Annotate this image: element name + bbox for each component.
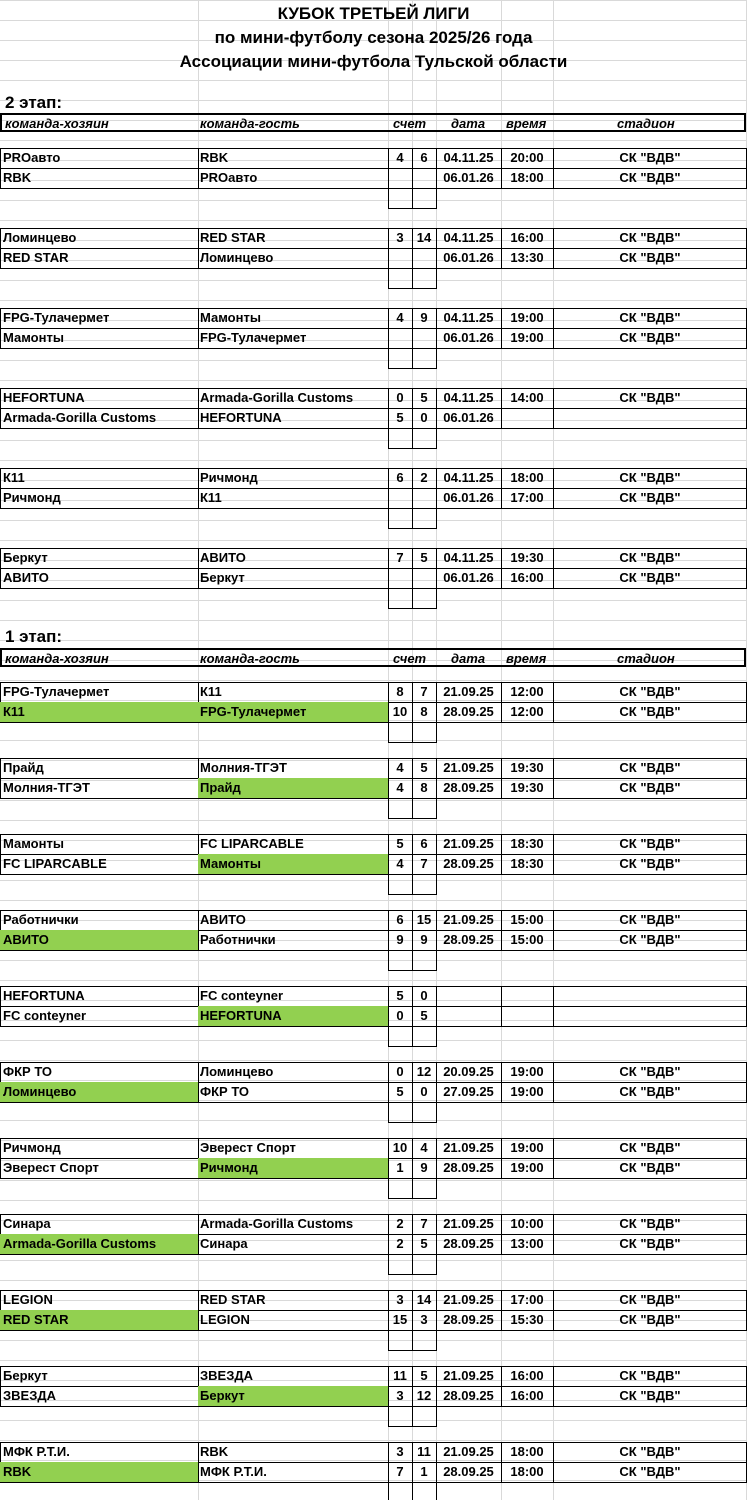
- cell-date: 28.09.25: [443, 932, 494, 947]
- cell-time: 18:30: [510, 856, 544, 871]
- cell-time: 18:00: [510, 170, 544, 185]
- cell-time: 18:00: [510, 1444, 544, 1459]
- cell-date: 21.09.25: [443, 1444, 494, 1459]
- cell-date: 06.01.26: [443, 170, 494, 185]
- cell-home: Armada-Gorilla Customs: [3, 410, 157, 425]
- header-stadium: стадион: [617, 116, 675, 131]
- table-row: [0, 248, 747, 268]
- table-row: [0, 930, 747, 950]
- cell-stadium: СК "ВДВ": [619, 330, 681, 345]
- table-row: [0, 308, 747, 328]
- cell-home: Прайд: [3, 760, 44, 775]
- cell-date: 06.01.26: [443, 570, 494, 585]
- cell-home: Беркут: [3, 550, 48, 565]
- cell-s1: 4: [396, 310, 404, 325]
- table-row: [0, 682, 747, 702]
- cell-home: Ричмонд: [3, 490, 61, 505]
- table-row: [0, 1082, 747, 1102]
- cell-home: Ричмонд: [3, 1140, 61, 1155]
- cell-home: Armada-Gorilla Customs: [0, 1234, 198, 1254]
- cell-away: Синара: [200, 1236, 248, 1251]
- cell-s1: 3: [396, 1292, 404, 1307]
- page-title-line3: Ассоциации мини-футбола Тульской области: [179, 52, 568, 71]
- cell-home: FC conteyner: [3, 1008, 87, 1023]
- cell-s1: 4: [396, 856, 404, 871]
- cell-date: 21.09.25: [443, 1140, 494, 1155]
- cell-stadium: СК "ВДВ": [619, 550, 681, 565]
- cell-time: 19:30: [510, 780, 544, 795]
- table-row: [0, 910, 747, 930]
- cell-time: 19:00: [510, 330, 544, 345]
- cell-s2: 9: [420, 310, 428, 325]
- cell-s2: [412, 568, 436, 588]
- cell-stadium: СК "ВДВ": [619, 1064, 681, 1079]
- cell-time: 17:00: [510, 1292, 544, 1307]
- cell-date: 20.09.25: [443, 1064, 494, 1079]
- cell-away: FC conteyner: [200, 988, 284, 1003]
- cell-s2: 8: [420, 780, 428, 795]
- table-row: [0, 1386, 747, 1406]
- cell-stadium: СК "ВДВ": [619, 1216, 681, 1231]
- cell-s2: 11: [417, 1444, 431, 1459]
- cell-s1: 9: [396, 932, 404, 947]
- cell-stadium: СК "ВДВ": [619, 684, 681, 699]
- cell-stadium: СК "ВДВ": [619, 390, 681, 405]
- cell-stadium: СК "ВДВ": [619, 1388, 681, 1403]
- cell-s2: 0: [420, 1084, 428, 1099]
- cell-s1: [388, 328, 412, 348]
- cell-date: 21.09.25: [443, 1216, 494, 1231]
- cell-s1: 7: [396, 550, 404, 565]
- header-date: дата: [451, 651, 486, 666]
- cell-away: FPG-Тулачермет: [198, 702, 388, 722]
- table-row: [0, 702, 747, 722]
- cell-stadium: СК "ВДВ": [619, 1292, 681, 1307]
- cell-s1: 0: [396, 1064, 404, 1079]
- cell-date: 27.09.25: [443, 1084, 494, 1099]
- table-row: [0, 1366, 747, 1386]
- cell-time: 10:00: [510, 1216, 544, 1231]
- cell-time: 12:00: [510, 704, 544, 719]
- page-title-line2: по мини-футболу сезона 2025/26 года: [214, 28, 533, 47]
- cell-s1: 2: [396, 1236, 404, 1251]
- cell-time: 13:00: [510, 1236, 544, 1251]
- cell-away: К11: [200, 490, 222, 505]
- cell-away: Armada-Gorilla Customs: [200, 1216, 354, 1231]
- table-row: [0, 548, 747, 568]
- cell-s2: [412, 488, 436, 508]
- cell-away: FC LIPARCABLE: [200, 836, 304, 851]
- cell-time: 15:00: [510, 932, 544, 947]
- cell-s1: 4: [396, 780, 404, 795]
- cell-s2: 1: [420, 1464, 428, 1479]
- stage2-header-row: [0, 113, 746, 132]
- cell-time: 16:00: [510, 570, 544, 585]
- cell-time: 19:00: [510, 310, 544, 325]
- cell-date: 28.09.25: [443, 1388, 494, 1403]
- cell-away: АВИТО: [200, 550, 246, 565]
- cell-time: 15:30: [510, 1312, 544, 1327]
- cell-away: АВИТО: [200, 912, 246, 927]
- cell-s1: 7: [396, 1464, 404, 1479]
- table-row: [0, 228, 747, 248]
- cell-date: 04.11.25: [443, 230, 494, 245]
- cell-date: 28.09.25: [443, 780, 494, 795]
- table-row: [0, 854, 747, 874]
- cell-stadium: СК "ВДВ": [619, 1368, 681, 1383]
- cell-s2: 8: [420, 704, 428, 719]
- cell-s2: 4: [420, 1140, 428, 1155]
- table-row: [0, 1442, 747, 1462]
- cell-home: FPG-Тулачермет: [3, 684, 110, 699]
- cell-time: 12:00: [510, 684, 544, 699]
- cell-away: ФКР ТО: [200, 1084, 250, 1099]
- cell-stadium: СК "ВДВ": [619, 570, 681, 585]
- cell-s2: [412, 328, 436, 348]
- cell-away: FPG-Тулачермет: [200, 330, 307, 345]
- cell-s1: 15: [392, 1312, 408, 1327]
- table-row: [0, 388, 747, 408]
- cell-s1: 3: [396, 1444, 404, 1459]
- cell-time: 16:00: [510, 1368, 544, 1383]
- cell-away: К11: [200, 684, 222, 699]
- cell-time: 19:30: [510, 760, 544, 775]
- cell-home: RED STAR: [3, 250, 69, 265]
- cell-s1: [388, 248, 412, 268]
- cell-date: 06.01.26: [443, 490, 494, 505]
- cell-home: Беркут: [3, 1368, 48, 1383]
- cell-s2: 3: [420, 1312, 428, 1327]
- cell-s1: 4: [396, 760, 404, 775]
- table-row: [0, 1234, 747, 1254]
- cell-s1: 5: [396, 410, 404, 425]
- cell-away: МФК Р.Т.И.: [200, 1464, 267, 1479]
- cell-date: 04.11.25: [443, 390, 494, 405]
- cell-time: 19:00: [510, 1160, 544, 1175]
- cell-stadium: СК "ВДВ": [619, 490, 681, 505]
- cell-s2: 5: [420, 1368, 428, 1383]
- cell-s1: 1: [396, 1160, 404, 1175]
- cell-time: 13:30: [510, 250, 544, 265]
- header-time: время: [506, 651, 547, 666]
- cell-date: 21.09.25: [443, 760, 494, 775]
- cell-time: [501, 1006, 553, 1026]
- cell-time: 20:00: [510, 150, 544, 165]
- cell-away: LEGION: [200, 1312, 250, 1327]
- cell-date: 06.01.26: [443, 330, 494, 345]
- cell-date: 21.09.25: [443, 1368, 494, 1383]
- cell-away: Беркут: [200, 570, 245, 585]
- cell-s1: 10: [392, 704, 408, 719]
- cell-stadium: СК "ВДВ": [619, 836, 681, 851]
- cell-home: Работнички: [3, 912, 79, 927]
- cell-date: 04.11.25: [443, 150, 494, 165]
- cell-home: Мамонты: [3, 330, 64, 345]
- cell-away: Armada-Gorilla Customs: [200, 390, 354, 405]
- cell-time: 19:00: [510, 1140, 544, 1155]
- cell-s2: 14: [416, 1292, 432, 1307]
- cell-stadium: СК "ВДВ": [619, 760, 681, 775]
- table-row: [0, 568, 747, 588]
- cell-s1: 3: [396, 230, 404, 245]
- cell-date: 28.09.25: [443, 1464, 494, 1479]
- table-row: [0, 1462, 747, 1482]
- cell-stadium: СК "ВДВ": [619, 1236, 681, 1251]
- cell-s2: 7: [420, 856, 428, 871]
- cell-away: Ломинцево: [200, 1064, 274, 1079]
- cell-s1: 8: [396, 684, 404, 699]
- header-score: счет: [393, 651, 427, 666]
- cell-away: Прайд: [198, 778, 388, 798]
- cell-s1: [388, 568, 412, 588]
- page-title-line1: КУБОК ТРЕТЬЕЙ ЛИГИ: [277, 4, 470, 23]
- cell-s2: 6: [420, 836, 428, 851]
- cell-time: 18:30: [510, 836, 544, 851]
- cell-stadium: СК "ВДВ": [619, 856, 681, 871]
- cell-away: Мамонты: [200, 310, 261, 325]
- cell-home: PROавто: [3, 150, 61, 165]
- cell-home: FPG-Тулачермет: [3, 310, 110, 325]
- cell-home: RBK: [3, 170, 32, 185]
- stage2-label: 2 этап:: [5, 93, 63, 112]
- table-row: [0, 328, 747, 348]
- table-row: [0, 488, 747, 508]
- cell-away: PROавто: [200, 170, 258, 185]
- cell-home: ФКР ТО: [3, 1064, 53, 1079]
- header-score: счет: [393, 116, 427, 131]
- table-row: [0, 1006, 747, 1026]
- cell-s2: 12: [416, 1388, 432, 1403]
- cell-date: 04.11.25: [443, 310, 494, 325]
- cell-stadium: СК "ВДВ": [619, 780, 681, 795]
- cell-away: RED STAR: [200, 230, 266, 245]
- cell-time: 19:00: [510, 1084, 544, 1099]
- cell-time: 19:30: [510, 550, 544, 565]
- cell-stadium: [553, 1006, 747, 1026]
- cell-stadium: [553, 986, 747, 1006]
- cell-home: Молния-ТГЭТ: [3, 780, 90, 795]
- cell-stadium: СК "ВДВ": [619, 1160, 681, 1175]
- cell-date: 06.01.26: [443, 410, 494, 425]
- cell-home: Эверест Спорт: [3, 1160, 99, 1175]
- cell-home: RED STAR: [0, 1310, 198, 1330]
- cell-s1: [388, 488, 412, 508]
- header-home: команда-хозяин: [5, 116, 109, 131]
- header-home: команда-хозяин: [5, 651, 109, 666]
- cell-s1: 6: [396, 470, 404, 485]
- header-date: дата: [451, 116, 486, 131]
- cell-away: RBK: [200, 150, 229, 165]
- header-stadium: стадион: [617, 651, 675, 666]
- cell-date: [436, 1006, 501, 1026]
- table-row: [0, 834, 747, 854]
- cell-home: АВИТО: [3, 570, 49, 585]
- cell-home: HEFORTUNA: [3, 988, 85, 1003]
- cell-s1: 5: [396, 1084, 404, 1099]
- cell-time: 17:00: [510, 490, 544, 505]
- cell-stadium: СК "ВДВ": [619, 470, 681, 485]
- cell-s1: 0: [396, 1008, 404, 1023]
- cell-s1: 11: [393, 1368, 407, 1383]
- cell-date: 21.09.25: [443, 912, 494, 927]
- cell-home: HEFORTUNA: [3, 390, 85, 405]
- cell-stadium: СК "ВДВ": [619, 250, 681, 265]
- cell-home: К11: [3, 470, 25, 485]
- cell-away: RBK: [200, 1444, 229, 1459]
- cell-home: ЗВЕЗДА: [3, 1388, 56, 1403]
- cell-stadium: СК "ВДВ": [619, 1084, 681, 1099]
- cell-away: Ричмонд: [200, 470, 258, 485]
- table-row: [0, 1158, 747, 1178]
- cell-date: [436, 986, 501, 1006]
- table-row: [0, 1062, 747, 1082]
- cell-stadium: СК "ВДВ": [619, 1140, 681, 1155]
- cell-home: Мамонты: [3, 836, 64, 851]
- cell-s2: 9: [420, 932, 428, 947]
- cell-away: HEFORTUNA: [200, 410, 282, 425]
- cell-stadium: СК "ВДВ": [619, 932, 681, 947]
- cell-s2: 0: [420, 410, 428, 425]
- cell-away: ЗВЕЗДА: [200, 1368, 253, 1383]
- cell-date: 28.09.25: [443, 856, 494, 871]
- cell-s2: 2: [420, 470, 428, 485]
- cell-s2: 5: [420, 550, 428, 565]
- cell-s2: [412, 248, 436, 268]
- cell-date: 04.11.25: [443, 470, 494, 485]
- table-row: [0, 1310, 747, 1330]
- cell-away: Эверест Спорт: [200, 1140, 296, 1155]
- cell-away: Мамонты: [198, 854, 388, 874]
- cell-s1: 3: [396, 1388, 404, 1403]
- cell-stadium: СК "ВДВ": [619, 1444, 681, 1459]
- cell-s2: 5: [420, 1008, 428, 1023]
- cell-home: МФК Р.Т.И.: [3, 1444, 70, 1459]
- cell-home: Ломинцево: [0, 1082, 198, 1102]
- cell-home: LEGION: [3, 1292, 53, 1307]
- cell-date: 04.11.25: [443, 550, 494, 565]
- cell-s2: 12: [416, 1064, 432, 1079]
- header-away: команда-гость: [200, 651, 300, 666]
- cell-date: 21.09.25: [443, 836, 494, 851]
- cell-s2: 5: [420, 760, 428, 775]
- cell-s1: 0: [396, 390, 404, 405]
- cell-date: 28.09.25: [443, 1312, 494, 1327]
- cell-time: 18:00: [510, 470, 544, 485]
- cell-s2: 6: [420, 150, 428, 165]
- table-row: [0, 778, 747, 798]
- table-row: [0, 1138, 747, 1158]
- cell-s2: 7: [420, 1216, 428, 1231]
- cell-stadium: СК "ВДВ": [619, 704, 681, 719]
- cell-home: FC LIPARCABLE: [3, 856, 107, 871]
- cell-s1: 2: [396, 1216, 404, 1231]
- cell-stadium: СК "ВДВ": [619, 150, 681, 165]
- cell-time: 14:00: [510, 390, 544, 405]
- cell-date: 06.01.26: [443, 250, 494, 265]
- table-row: [0, 986, 747, 1006]
- cell-s2: 0: [420, 988, 428, 1003]
- cell-away: Беркут: [198, 1386, 388, 1406]
- cell-time: [501, 408, 553, 428]
- cell-away: Ричмонд: [198, 1158, 388, 1178]
- cell-s2: 5: [420, 390, 428, 405]
- cell-away: Ломинцево: [200, 250, 274, 265]
- cell-time: 19:00: [510, 1064, 544, 1079]
- cell-s2: 5: [420, 1236, 428, 1251]
- cell-s2: 9: [420, 1160, 428, 1175]
- cell-date: 28.09.25: [443, 1160, 494, 1175]
- header-time: время: [506, 116, 547, 131]
- cell-time: 15:00: [510, 912, 544, 927]
- cell-stadium: СК "ВДВ": [619, 1312, 681, 1327]
- cell-time: 16:00: [510, 1388, 544, 1403]
- cell-stadium: СК "ВДВ": [619, 310, 681, 325]
- cell-away: Молния-ТГЭТ: [200, 760, 287, 775]
- cell-home: К11: [0, 702, 198, 722]
- cell-date: 28.09.25: [443, 1236, 494, 1251]
- cell-home: Ломинцево: [3, 230, 77, 245]
- cell-time: 16:00: [510, 230, 544, 245]
- cell-stadium: СК "ВДВ": [619, 1464, 681, 1479]
- cell-s2: 15: [416, 912, 432, 927]
- cell-time: 18:00: [510, 1464, 544, 1479]
- stage1-label: 1 этап:: [5, 627, 63, 646]
- table-row: [0, 168, 747, 188]
- cell-home: Синара: [3, 1216, 51, 1231]
- cell-away: HEFORTUNA: [198, 1006, 388, 1026]
- cell-s1: 6: [396, 912, 404, 927]
- cell-s1: 10: [392, 1140, 408, 1155]
- cell-s2: 7: [420, 684, 428, 699]
- cell-s1: 5: [396, 988, 404, 1003]
- cell-stadium: СК "ВДВ": [619, 912, 681, 927]
- cell-s2: [412, 168, 436, 188]
- cell-stadium: [553, 408, 747, 428]
- table-row: [0, 148, 747, 168]
- cell-date: 21.09.25: [443, 1292, 494, 1307]
- table-row: [0, 408, 747, 428]
- table-row: [0, 758, 747, 778]
- cell-s1: 5: [396, 836, 404, 851]
- cell-time: [501, 986, 553, 1006]
- cell-stadium: СК "ВДВ": [619, 170, 681, 185]
- cell-stadium: СК "ВДВ": [619, 230, 681, 245]
- cell-away: Работнички: [200, 932, 276, 947]
- cell-date: 21.09.25: [443, 684, 494, 699]
- cell-date: 28.09.25: [443, 704, 494, 719]
- table-row: [0, 1214, 747, 1234]
- header-away: команда-гость: [200, 116, 300, 131]
- cell-home: RBK: [0, 1462, 198, 1482]
- cell-home: АВИТО: [0, 930, 198, 950]
- cell-s2: 14: [416, 230, 432, 245]
- table-row: [0, 468, 747, 488]
- cell-away: RED STAR: [200, 1292, 266, 1307]
- cell-s1: 4: [396, 150, 404, 165]
- table-row: [0, 1290, 747, 1310]
- stage1-header-row: [0, 648, 746, 667]
- cell-s1: [388, 168, 412, 188]
